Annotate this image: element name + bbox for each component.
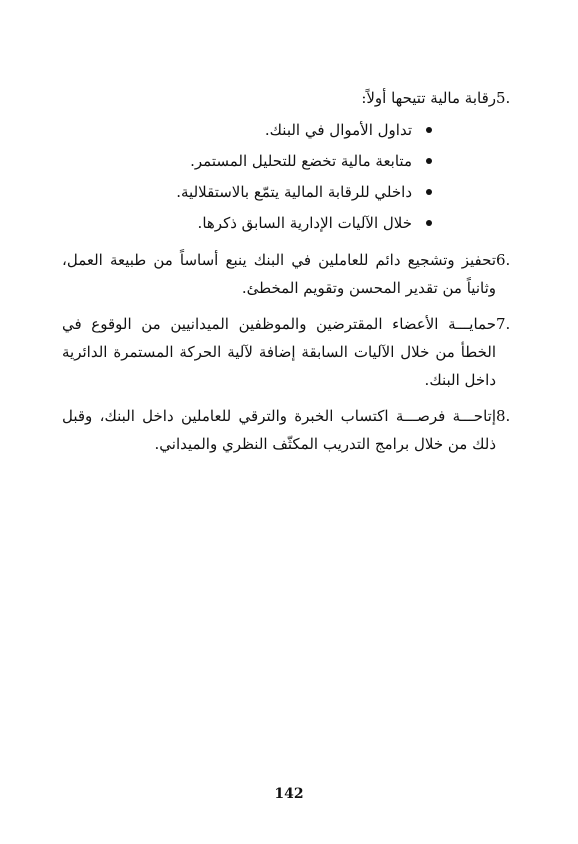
page-body bbox=[62, 84, 518, 466]
list-item-8 bbox=[62, 402, 518, 458]
bullet-item bbox=[62, 176, 496, 207]
item-text: حمايـــة الأعضاء المقترضين والموظفين الميدانيين من الوقوع في الخطأ من خلال الآليات السابقة إضافة لآلية الحركة المستمرة الدائرية داخل البنك. bbox=[62, 315, 496, 389]
list-item-7 bbox=[62, 310, 518, 394]
bullet-item bbox=[62, 145, 496, 176]
bullet-text: خلال الآليات الإدارية السابق ذكرها. bbox=[197, 213, 412, 232]
bullet-item bbox=[62, 114, 496, 145]
bullet-item bbox=[62, 207, 496, 238]
item-text: رقابة مالية تتيحها أولاً: bbox=[361, 89, 496, 107]
list-item-6 bbox=[62, 246, 518, 302]
bullet-list bbox=[62, 114, 496, 238]
item-number: 8. bbox=[496, 407, 511, 425]
page-number: 142 bbox=[274, 786, 304, 802]
item-text: تحفيز وتشجيع دائم للعاملين في البنك ينبع أساساً من طبيعة العمل، وثانياً من تقدير المحسن وتقويم المخطئ. bbox=[62, 251, 496, 297]
bullet-text: متابعة مالية تخضع للتحليل المستمر. bbox=[190, 151, 412, 170]
bullet-icon bbox=[426, 189, 432, 195]
item-number: 6. bbox=[496, 251, 511, 269]
item-number: 7. bbox=[496, 315, 511, 333]
bullet-icon bbox=[426, 158, 432, 164]
list-item-5 bbox=[62, 84, 518, 238]
bullet-icon bbox=[426, 220, 432, 226]
bullet-text: داخلي للرقابة المالية يتمّع بالاستقلالية. bbox=[176, 182, 412, 201]
item-text: إتاحـــة فرصـــة اكتساب الخبرة والترقي للعاملين داخل البنك، وقبل ذلك من خلال برامج التدريب المكثّف النظري والميداني. bbox=[62, 407, 496, 453]
item-number: 5. bbox=[496, 89, 511, 107]
bullet-text: تداول الأموال في البنك. bbox=[264, 120, 412, 139]
bullet-icon bbox=[426, 127, 432, 133]
